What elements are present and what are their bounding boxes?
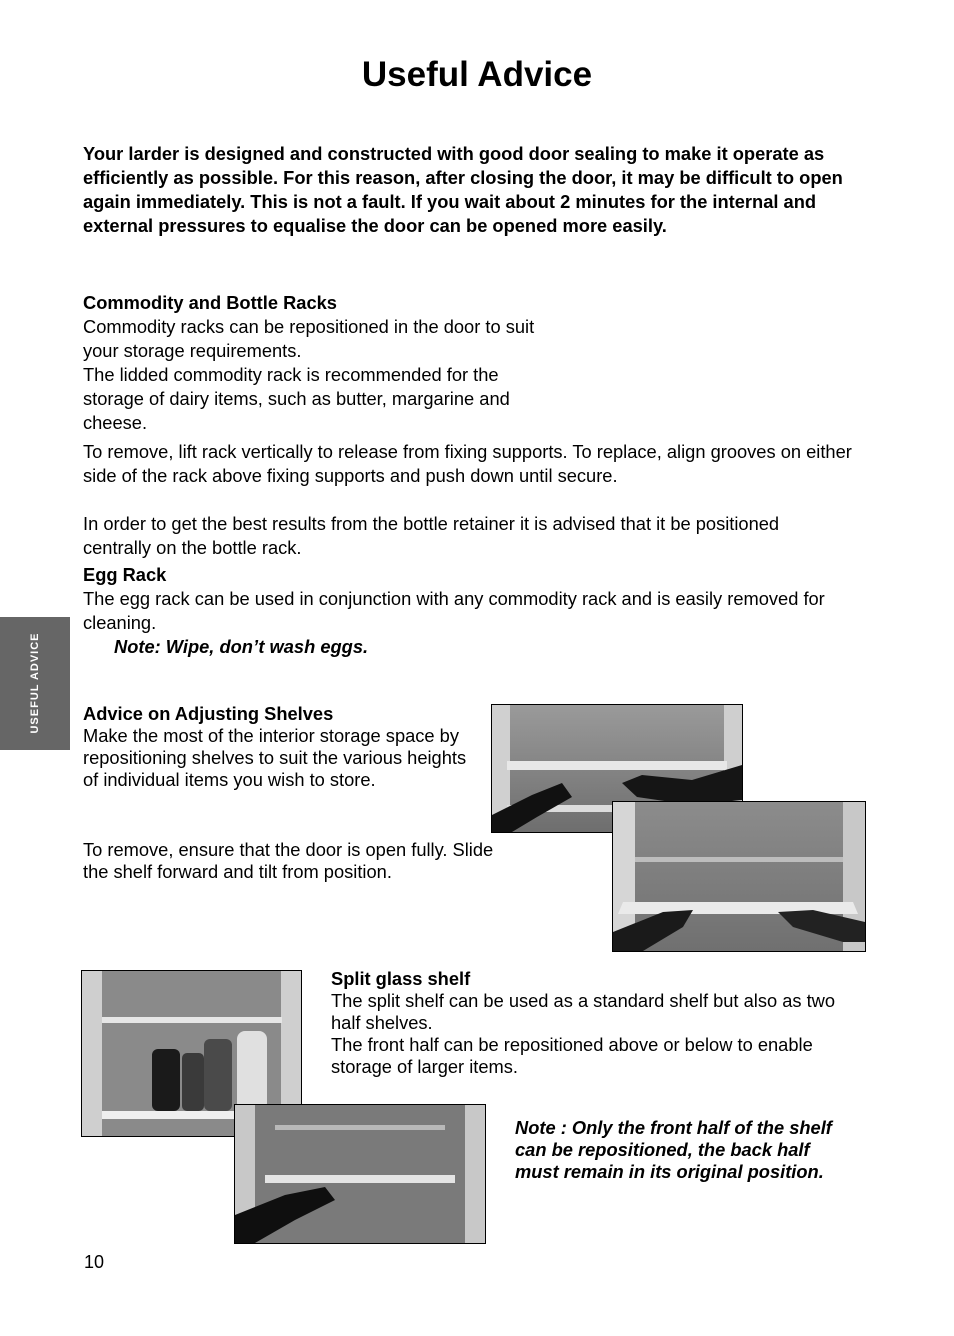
split-shelf-photo-2 (234, 1104, 486, 1244)
shelves-section (83, 703, 478, 791)
egg-note: Note: Wipe, don’t wash eggs. (114, 636, 369, 657)
racks-para-2: The lidded commodity rack is recommended for the storage of dairy items, such as butter, margarine and cheese. (83, 364, 510, 433)
racks-section (83, 291, 563, 435)
split-section (331, 968, 861, 1078)
split-note: Note : Only the front half of the shelf can be repositioned, the back half must remain in its original position. (515, 1117, 832, 1182)
racks-para-4: In order to get the best results from the bottle retainer it is advised that it be positioned centrally on the bottle rack. (83, 513, 780, 558)
side-tab-label: USEFUL ADVICE (29, 632, 41, 734)
split-heading: Split glass shelf (331, 968, 471, 989)
shelves-heading: Advice on Adjusting Shelves (83, 703, 334, 724)
egg-heading: Egg Rack (83, 564, 167, 585)
shelves-para-1: Make the most of the interior storage space by repositioning shelves to suit the various heights of individual items you wish to store. (83, 725, 467, 790)
split-para-1: The split shelf can be used as a standard shelf but also as two half shelves. (331, 990, 836, 1033)
shelf-removal-photo-2 (612, 801, 866, 952)
page-title: Useful Advice (361, 55, 593, 94)
racks-para-1: Commodity racks can be repositioned in the door to suit your storage requirements. (83, 316, 535, 361)
egg-section (83, 563, 843, 659)
side-tab (0, 617, 70, 750)
shelves-para-2: To remove, ensure that the door is open fully. Slide the shelf forward and tilt from position. (83, 839, 494, 882)
racks-heading: Commodity and Bottle Racks (83, 292, 337, 313)
intro-paragraph: Your larder is designed and constructed with good door sealing to make it operate as efficiently as possible. For this reason, after closing the door, it may be difficult to open again immediately. This is not a fault. If you wait about 2 minutes for the internal and external pressures to equalise the door can be opened more easily. (83, 143, 843, 236)
split-para-2: The front half can be repositioned above or below to enable storage of larger items. (331, 1034, 813, 1077)
racks-para-3: To remove, lift rack vertically to release from fixing supports. To replace, align grooves on either side of the rack above fixing supports and push down until secure. (83, 441, 852, 486)
egg-para: The egg rack can be used in conjunction with any commodity rack and is easily removed for cleaning. (83, 588, 825, 633)
page-number: 10 (84, 1252, 105, 1272)
